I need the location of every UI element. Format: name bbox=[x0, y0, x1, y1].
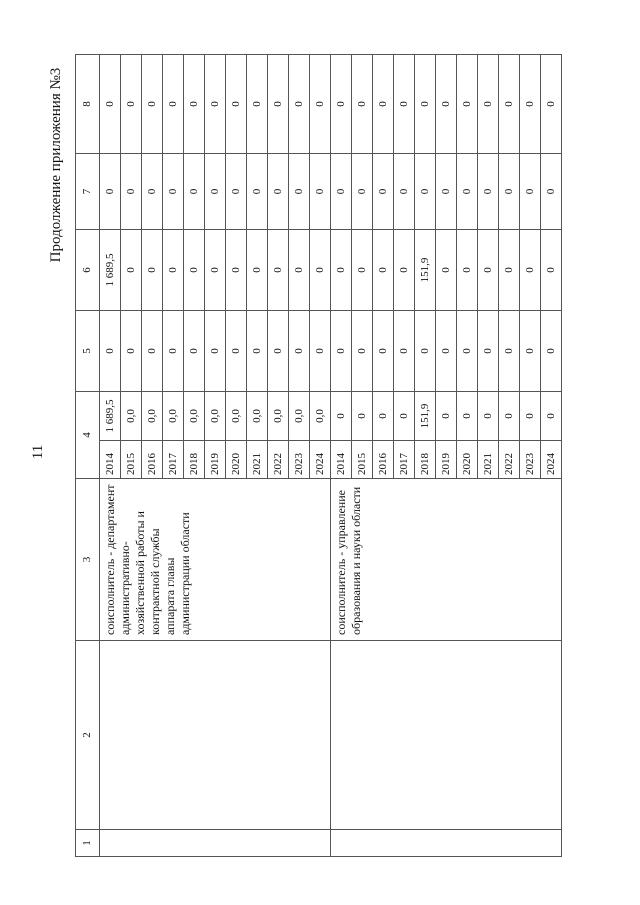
header-cell-5: 5 bbox=[76, 311, 100, 392]
federal-budget-cell: 0 bbox=[142, 311, 163, 392]
local-budget-cell: 0 bbox=[268, 154, 289, 230]
total-cell: 0 bbox=[352, 392, 373, 441]
federal-budget-cell: 0 bbox=[352, 311, 373, 392]
local-budget-cell: 0 bbox=[394, 154, 415, 230]
local-budget-cell: 0 bbox=[163, 154, 184, 230]
regional-budget-cell: 0 bbox=[289, 230, 310, 311]
other-sources-cell: 0 bbox=[541, 55, 562, 154]
other-sources-cell: 0 bbox=[352, 55, 373, 154]
local-budget-cell: 0 bbox=[457, 154, 478, 230]
federal-budget-cell: 0 bbox=[205, 311, 226, 392]
regional-budget-cell: 0 bbox=[394, 230, 415, 311]
program-name-cell bbox=[331, 641, 562, 830]
regional-budget-cell: 0 bbox=[331, 230, 352, 311]
regional-budget-cell: 1 689,5 bbox=[100, 230, 121, 311]
other-sources-cell: 0 bbox=[331, 55, 352, 154]
rotated-table-wrapper bbox=[75, 55, 585, 857]
local-budget-cell: 0 bbox=[373, 154, 394, 230]
total-cell: 0,0 bbox=[205, 392, 226, 441]
other-sources-cell: 0 bbox=[163, 55, 184, 154]
local-budget-cell: 0 bbox=[142, 154, 163, 230]
other-sources-cell: 0 bbox=[520, 55, 541, 154]
table-row bbox=[331, 55, 352, 857]
federal-budget-cell: 0 bbox=[520, 311, 541, 392]
federal-budget-cell: 0 bbox=[331, 311, 352, 392]
header-row bbox=[76, 55, 100, 857]
year-cell: 2015 bbox=[121, 441, 142, 479]
year-cell: 2024 bbox=[541, 441, 562, 479]
year-cell: 2023 bbox=[520, 441, 541, 479]
table-row bbox=[100, 55, 121, 857]
year-cell: 2020 bbox=[226, 441, 247, 479]
other-sources-cell: 0 bbox=[247, 55, 268, 154]
regional-budget-cell: 0 bbox=[310, 230, 331, 311]
appendix-caption: Продолжение приложения №3 bbox=[48, 67, 64, 263]
federal-budget-cell: 0 bbox=[100, 311, 121, 392]
local-budget-cell: 0 bbox=[310, 154, 331, 230]
total-cell: 0 bbox=[457, 392, 478, 441]
other-sources-cell: 0 bbox=[373, 55, 394, 154]
local-budget-cell: 0 bbox=[541, 154, 562, 230]
federal-budget-cell: 0 bbox=[394, 311, 415, 392]
total-cell: 0 bbox=[478, 392, 499, 441]
header-cell-1: 1 bbox=[76, 830, 100, 857]
regional-budget-cell: 0 bbox=[520, 230, 541, 311]
header-cell-2: 2 bbox=[76, 641, 100, 830]
other-sources-cell: 0 bbox=[268, 55, 289, 154]
header-cell-7: 7 bbox=[76, 154, 100, 230]
total-cell: 0,0 bbox=[268, 392, 289, 441]
header-cell-3: 3 bbox=[76, 479, 100, 641]
year-cell: 2018 bbox=[184, 441, 205, 479]
total-cell: 0 bbox=[394, 392, 415, 441]
regional-budget-cell: 0 bbox=[184, 230, 205, 311]
year-cell: 2021 bbox=[478, 441, 499, 479]
local-budget-cell: 0 bbox=[184, 154, 205, 230]
regional-budget-cell: 0 bbox=[373, 230, 394, 311]
other-sources-cell: 0 bbox=[142, 55, 163, 154]
total-cell: 0,0 bbox=[121, 392, 142, 441]
federal-budget-cell: 0 bbox=[289, 311, 310, 392]
regional-budget-cell: 151,9 bbox=[415, 230, 436, 311]
header-cell-6: 6 bbox=[76, 230, 100, 311]
regional-budget-cell: 0 bbox=[121, 230, 142, 311]
local-budget-cell: 0 bbox=[478, 154, 499, 230]
regional-budget-cell: 0 bbox=[226, 230, 247, 311]
other-sources-cell: 0 bbox=[184, 55, 205, 154]
total-cell: 0 bbox=[436, 392, 457, 441]
financing-table bbox=[75, 54, 562, 857]
total-cell: 1 689,5 bbox=[100, 392, 121, 441]
other-sources-cell: 0 bbox=[478, 55, 499, 154]
federal-budget-cell: 0 bbox=[163, 311, 184, 392]
federal-budget-cell: 0 bbox=[415, 311, 436, 392]
executor-cell: соисполнитель - департамент административно-хозяйственной работы и контрактной службы аппарата главы администрации области bbox=[100, 479, 331, 641]
total-cell: 0,0 bbox=[247, 392, 268, 441]
regional-budget-cell: 0 bbox=[205, 230, 226, 311]
total-cell: 0 bbox=[373, 392, 394, 441]
local-budget-cell: 0 bbox=[415, 154, 436, 230]
other-sources-cell: 0 bbox=[226, 55, 247, 154]
other-sources-cell: 0 bbox=[310, 55, 331, 154]
federal-budget-cell: 0 bbox=[226, 311, 247, 392]
year-cell: 2020 bbox=[457, 441, 478, 479]
year-cell: 2014 bbox=[331, 441, 352, 479]
year-cell: 2015 bbox=[352, 441, 373, 479]
regional-budget-cell: 0 bbox=[247, 230, 268, 311]
regional-budget-cell: 0 bbox=[268, 230, 289, 311]
year-cell: 2019 bbox=[205, 441, 226, 479]
local-budget-cell: 0 bbox=[121, 154, 142, 230]
header-cell-4: 4 bbox=[76, 392, 100, 479]
table-body bbox=[76, 55, 562, 857]
total-cell: 0,0 bbox=[289, 392, 310, 441]
total-cell: 0 bbox=[331, 392, 352, 441]
executor-cell: соисполнитель - управление образования и науки области bbox=[331, 479, 562, 641]
federal-budget-cell: 0 bbox=[373, 311, 394, 392]
local-budget-cell: 0 bbox=[331, 154, 352, 230]
year-cell: 2023 bbox=[289, 441, 310, 479]
federal-budget-cell: 0 bbox=[184, 311, 205, 392]
total-cell: 151,9 bbox=[415, 392, 436, 441]
other-sources-cell: 0 bbox=[415, 55, 436, 154]
total-cell: 0,0 bbox=[226, 392, 247, 441]
regional-budget-cell: 0 bbox=[163, 230, 184, 311]
local-budget-cell: 0 bbox=[100, 154, 121, 230]
regional-budget-cell: 0 bbox=[499, 230, 520, 311]
regional-budget-cell: 0 bbox=[352, 230, 373, 311]
total-cell: 0 bbox=[520, 392, 541, 441]
local-budget-cell: 0 bbox=[205, 154, 226, 230]
other-sources-cell: 0 bbox=[436, 55, 457, 154]
federal-budget-cell: 0 bbox=[478, 311, 499, 392]
year-cell: 2016 bbox=[373, 441, 394, 479]
year-cell: 2018 bbox=[415, 441, 436, 479]
total-cell: 0,0 bbox=[184, 392, 205, 441]
year-cell: 2021 bbox=[247, 441, 268, 479]
regional-budget-cell: 0 bbox=[478, 230, 499, 311]
local-budget-cell: 0 bbox=[289, 154, 310, 230]
federal-budget-cell: 0 bbox=[268, 311, 289, 392]
year-cell: 2019 bbox=[436, 441, 457, 479]
total-cell: 0,0 bbox=[142, 392, 163, 441]
local-budget-cell: 0 bbox=[226, 154, 247, 230]
federal-budget-cell: 0 bbox=[121, 311, 142, 392]
local-budget-cell: 0 bbox=[436, 154, 457, 230]
program-name-cell bbox=[100, 641, 331, 830]
total-cell: 0,0 bbox=[310, 392, 331, 441]
other-sources-cell: 0 bbox=[499, 55, 520, 154]
local-budget-cell: 0 bbox=[520, 154, 541, 230]
other-sources-cell: 0 bbox=[205, 55, 226, 154]
year-cell: 2022 bbox=[268, 441, 289, 479]
regional-budget-cell: 0 bbox=[142, 230, 163, 311]
federal-budget-cell: 0 bbox=[310, 311, 331, 392]
year-cell: 2022 bbox=[499, 441, 520, 479]
number-cell bbox=[331, 830, 562, 857]
other-sources-cell: 0 bbox=[289, 55, 310, 154]
page-number: 11 bbox=[30, 444, 46, 460]
number-cell bbox=[100, 830, 331, 857]
year-cell: 2016 bbox=[142, 441, 163, 479]
year-cell: 2017 bbox=[394, 441, 415, 479]
local-budget-cell: 0 bbox=[499, 154, 520, 230]
regional-budget-cell: 0 bbox=[457, 230, 478, 311]
year-cell: 2017 bbox=[163, 441, 184, 479]
total-cell: 0 bbox=[541, 392, 562, 441]
year-cell: 2014 bbox=[100, 441, 121, 479]
total-cell: 0,0 bbox=[163, 392, 184, 441]
local-budget-cell: 0 bbox=[247, 154, 268, 230]
other-sources-cell: 0 bbox=[100, 55, 121, 154]
federal-budget-cell: 0 bbox=[457, 311, 478, 392]
local-budget-cell: 0 bbox=[352, 154, 373, 230]
federal-budget-cell: 0 bbox=[541, 311, 562, 392]
header-cell-8: 8 bbox=[76, 55, 100, 154]
federal-budget-cell: 0 bbox=[499, 311, 520, 392]
federal-budget-cell: 0 bbox=[247, 311, 268, 392]
regional-budget-cell: 0 bbox=[541, 230, 562, 311]
total-cell: 0 bbox=[499, 392, 520, 441]
other-sources-cell: 0 bbox=[121, 55, 142, 154]
other-sources-cell: 0 bbox=[394, 55, 415, 154]
federal-budget-cell: 0 bbox=[436, 311, 457, 392]
regional-budget-cell: 0 bbox=[436, 230, 457, 311]
year-cell: 2024 bbox=[310, 441, 331, 479]
other-sources-cell: 0 bbox=[457, 55, 478, 154]
